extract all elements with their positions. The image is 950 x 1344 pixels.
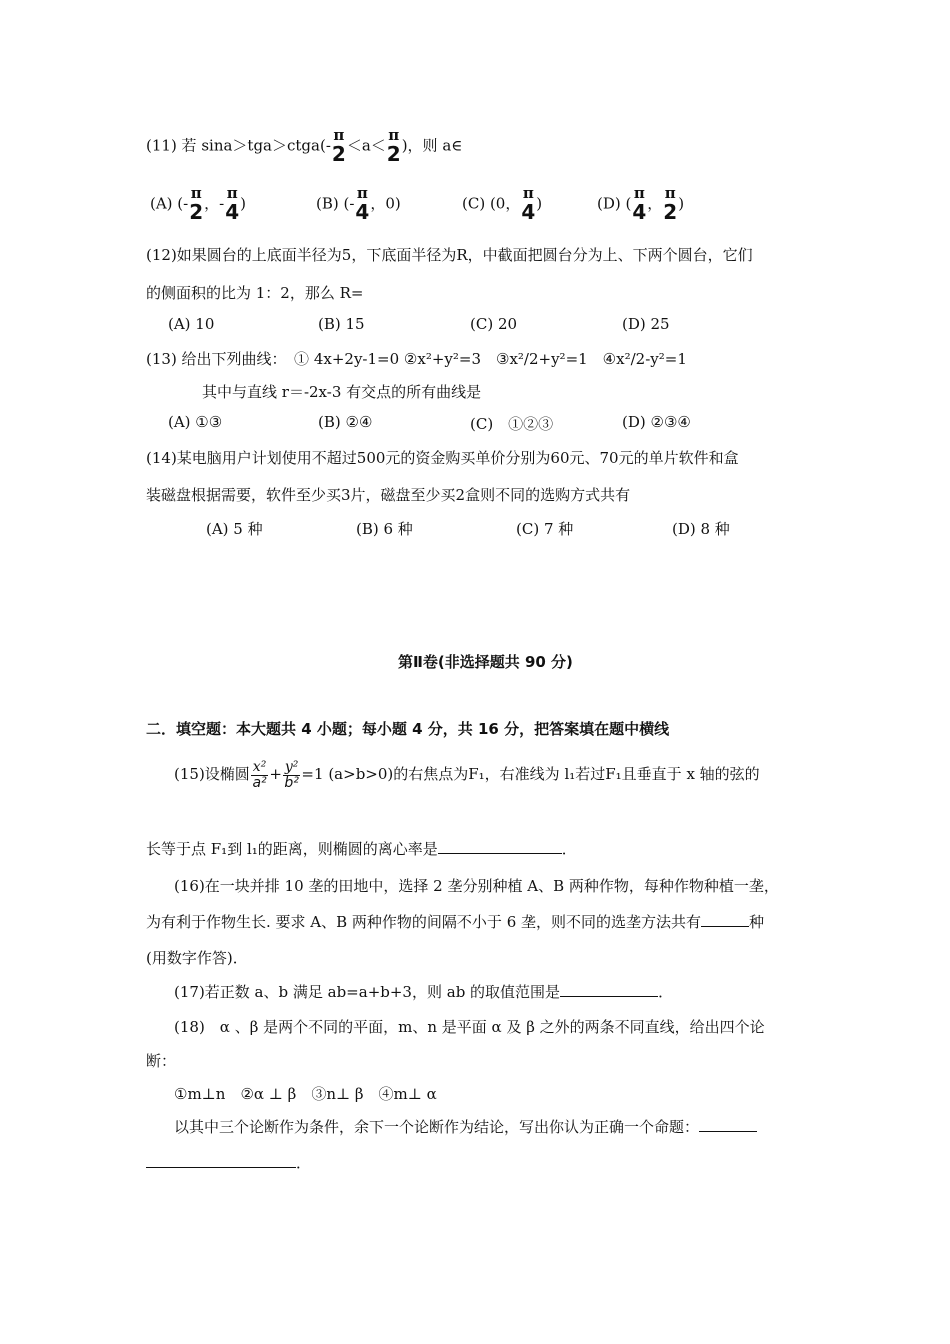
q15-line-2 (146, 838, 577, 859)
fraction-denominator: 2 (386, 141, 401, 166)
q13-option-b: (B) ②④ (318, 413, 373, 431)
pi-fraction (225, 186, 239, 223)
q15-text: (15)设椭圆 (174, 765, 250, 784)
part-2-title: 第Ⅱ卷(非选择题共 90 分) (398, 653, 573, 671)
q11-stem (146, 128, 462, 165)
fraction-denominator: 2 (331, 141, 346, 166)
option-text: ， (647, 194, 663, 213)
pi-over-2-fraction (387, 128, 401, 165)
q14-option-c: (C) 7 种 (516, 520, 574, 538)
pi-over-2-fraction (332, 128, 346, 165)
fraction-numerator: π (356, 184, 368, 202)
q11-stem-text: ＜a＜ (346, 136, 386, 155)
fraction-denominator: a² (252, 774, 267, 791)
fraction-numerator: π (190, 184, 202, 202)
q14-line-2: 装磁盘根据需要，软件至少买3片，磁盘至少买2盒则不同的选购方式共有 (146, 486, 631, 504)
fraction-numerator: π (388, 126, 400, 144)
pi-fraction (189, 186, 203, 223)
q11-option-a (150, 186, 246, 223)
q16-line-2 (146, 911, 764, 932)
q11-stem-text: (11) 若 sina＞tga＞ctga(- (146, 136, 331, 155)
pi-fraction (632, 186, 646, 223)
q16-text: 种 (749, 913, 765, 931)
fraction-numerator: π (226, 184, 238, 202)
q14-option-d: (D) 8 种 (672, 520, 730, 538)
q18-line-2: 断： (146, 1052, 177, 1070)
q14-line-1: (14)某电脑用户计划使用不超过500元的资金购买单价分别为60元、70元的单片软件和盒 (146, 449, 739, 467)
plus-sign: + (269, 765, 282, 784)
q12-line-1: (12)如果圆台的上底面半径为5，下底面半径为R，中截面把圆台分为上、下两个圆台，它们 (146, 246, 753, 264)
q18-line-3: ①m⊥n ②α ⊥ β ③n⊥ β ④m⊥ α (174, 1085, 437, 1103)
q11-option-b (316, 186, 401, 223)
q14-option-a: (A) 5 种 (206, 520, 263, 538)
q11-stem-text: )，则 a∈ (401, 136, 463, 155)
fraction-numerator: π (633, 184, 645, 202)
pi-fraction (355, 186, 369, 223)
fraction-numerator: π (664, 184, 676, 202)
answer-blank[interactable] (699, 1117, 757, 1132)
answer-blank[interactable] (701, 912, 749, 927)
q12-option-c: (C) 20 (470, 315, 518, 333)
q12-option-b: (B) 15 (318, 315, 365, 333)
q13-option-a: (A) ①③ (168, 413, 223, 431)
q16-line-1: (16)在一块并排 10 垄的田地中，选择 2 垄分别种植 A、B 两种作物，每种作物种植一垄， (174, 877, 779, 895)
q11-option-c (462, 186, 542, 223)
option-text: ，0) (370, 194, 401, 213)
option-text: ，- (204, 194, 225, 213)
x-squared-over-a-squared (251, 760, 269, 790)
q18-end: ． (296, 1154, 312, 1172)
option-text: ) (678, 194, 685, 213)
fraction-denominator: 2 (189, 199, 204, 224)
pi-fraction (521, 186, 535, 223)
fraction-denominator: 4 (225, 199, 240, 224)
fraction-numerator: y² (284, 759, 299, 775)
q15-text: 长等于点 F₁到 l₁的距离，则椭圆的离心率是 (146, 840, 438, 858)
fraction-denominator: 4 (521, 199, 536, 224)
q12-option-d: (D) 25 (622, 315, 670, 333)
q17-line (174, 981, 673, 1002)
q13-option-c: (C) ①②③ (470, 415, 554, 433)
q14-option-b: (B) 6 种 (356, 520, 413, 538)
option-text: (B) (- (316, 194, 355, 213)
q17-text: (17)若正数 a、b 满足 ab=a+b+3，则 ab 的取值范围是 (174, 983, 561, 1001)
fraction-numerator: π (333, 126, 345, 144)
q13-line-2: 其中与直线 r＝-2x-3 有交点的所有曲线是 (202, 383, 482, 401)
q16-text: 为有利于作物生长. 要求 A、B 两种作物的间隔不小于 6 垄，则不同的选垄方法共有 (146, 913, 702, 931)
q11-option-d (597, 186, 684, 223)
q12-line-2: 的侧面积的比为 1：2，那么 R= (146, 284, 364, 302)
option-text: (A) (- (150, 194, 189, 213)
fraction-numerator: x² (252, 759, 267, 775)
q13-option-d: (D) ②③④ (622, 413, 691, 431)
fraction-denominator: 4 (632, 199, 647, 224)
q18-line-1: (18) α 、β 是两个不同的平面，m、n 是平面 α 及 β 之外的两条不同直线，给出四个论 (174, 1018, 765, 1036)
option-text: (D) ( (597, 194, 632, 213)
fraction-denominator: 2 (663, 199, 678, 224)
q12-option-a: (A) 10 (168, 315, 215, 333)
q17-end: ． (658, 983, 674, 1001)
q15-end: ． (561, 840, 577, 858)
fraction-denominator: 4 (355, 199, 370, 224)
pi-fraction (663, 186, 677, 223)
answer-blank[interactable] (146, 1153, 296, 1168)
q13-line-1: (13) 给出下列曲线： ① 4x+2y-1=0 ②x²+y²=3 ③x²/2+y²=1 ④x²/2-y²=1 (146, 350, 687, 368)
q18-text: 以其中三个论断作为条件，余下一个论断作为结论，写出你认为正确一个命题： (174, 1118, 700, 1136)
answer-blank[interactable] (438, 839, 562, 854)
q15-text: (a>b>0)的右焦点为F₁，右准线为 l₁若过F₁且垂直于 x 轴的弦的 (328, 765, 760, 784)
section-2-heading: 二．填空题：本大题共 4 小题；每小题 4 分，共 16 分，把答案填在题中横线 (146, 720, 670, 738)
equals-one: =1 (301, 765, 324, 784)
fraction-numerator: π (522, 184, 534, 202)
q18-line-5 (146, 1152, 311, 1173)
option-text: ) (240, 194, 247, 213)
q16-line-3: (用数字作答)． (146, 949, 248, 967)
option-text: ) (536, 194, 543, 213)
option-text: (C) (0， (462, 194, 521, 213)
y-squared-over-b-squared (283, 760, 301, 790)
q15-line-1 (174, 760, 760, 790)
answer-blank[interactable] (560, 982, 658, 997)
fraction-denominator: b² (284, 774, 299, 791)
q18-line-4 (174, 1116, 757, 1137)
